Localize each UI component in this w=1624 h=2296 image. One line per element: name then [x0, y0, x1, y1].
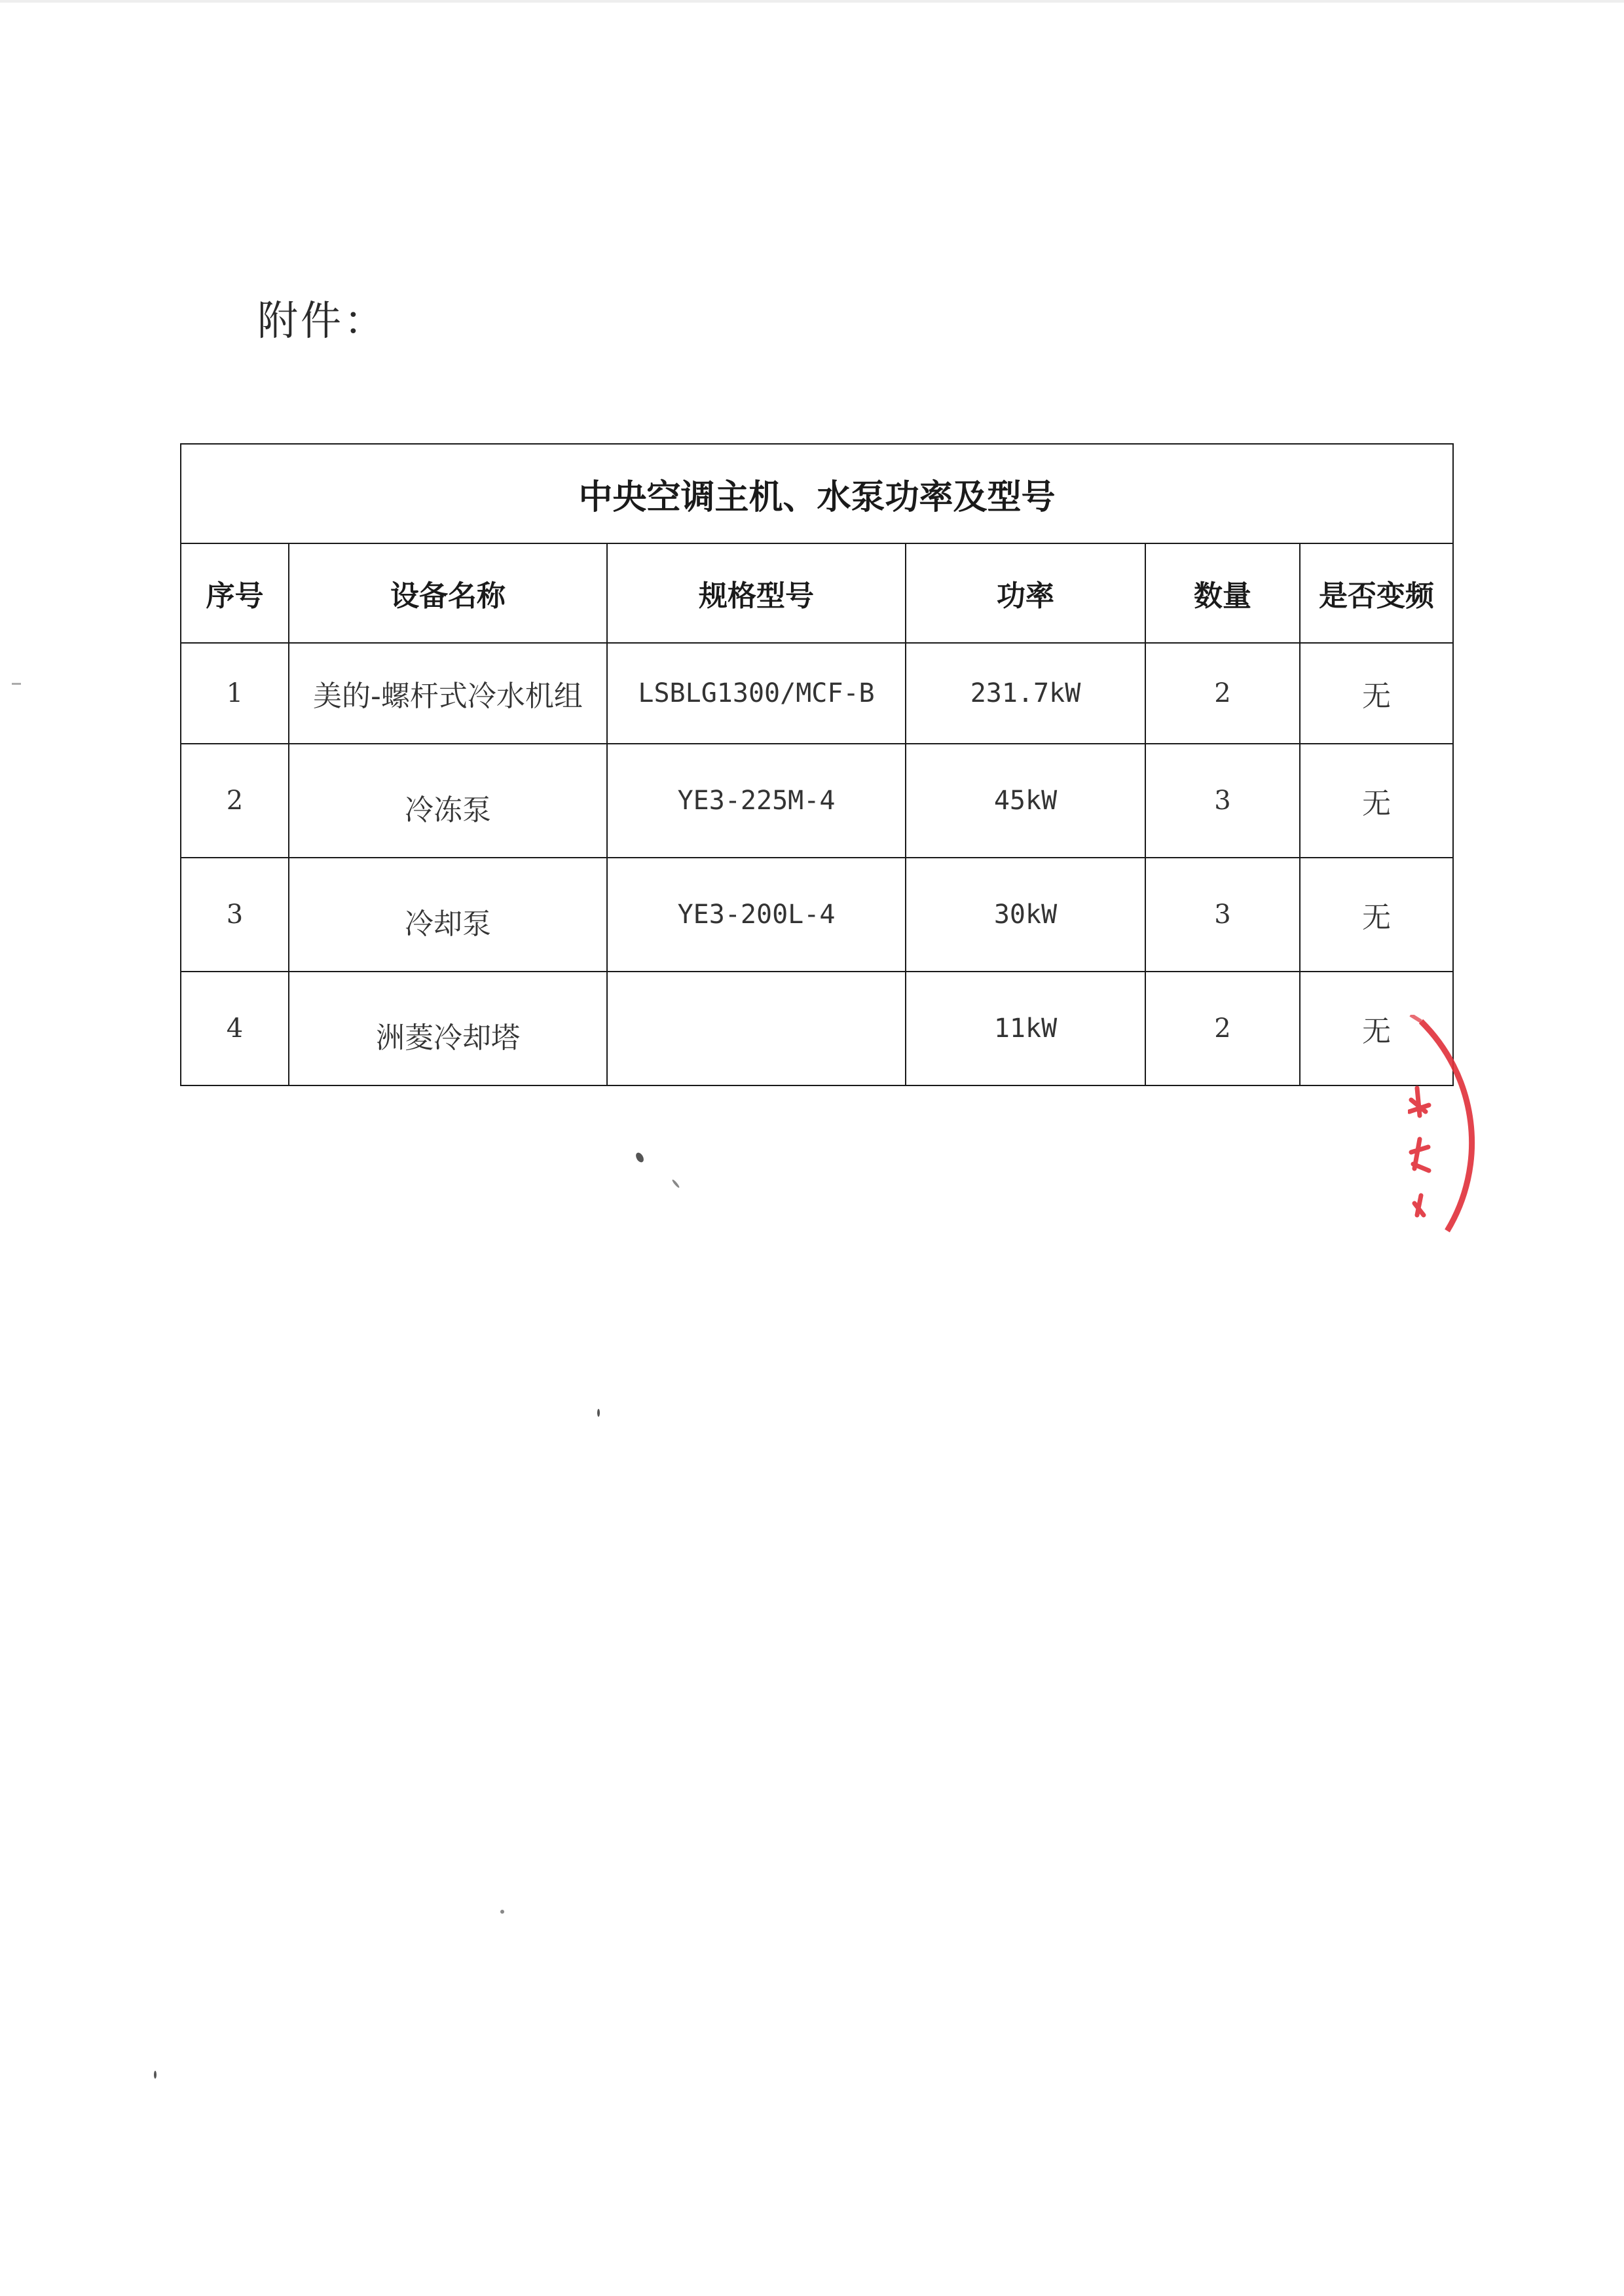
cell-power: 30kW	[906, 858, 1145, 972]
cell-model: YE3-200L-4	[607, 858, 906, 972]
cell-power: 11kW	[906, 972, 1145, 1085]
cell-power: 231.7kW	[906, 643, 1145, 744]
cell-no: 3	[181, 858, 289, 972]
cell-qty: 3	[1145, 858, 1300, 972]
cell-vfd: 无	[1300, 744, 1453, 858]
cell-name: 冷冻泵	[289, 744, 607, 858]
cell-qty: 3	[1145, 744, 1300, 858]
cell-model: LSBLG1300/MCF-B	[607, 643, 906, 744]
table-row	[181, 744, 1453, 858]
cell-no: 1	[181, 643, 289, 744]
cell-power: 45kW	[906, 744, 1145, 858]
cell-qty: 2	[1145, 643, 1300, 744]
cell-model: YE3-225M-4	[607, 744, 906, 858]
header-power: 功率	[906, 543, 1145, 643]
scan-speck	[500, 1910, 504, 1914]
cell-vfd: 无	[1300, 972, 1453, 1085]
attachment-label: 附件：	[257, 297, 388, 344]
cell-no: 4	[181, 972, 289, 1085]
scan-speck	[154, 2071, 157, 2079]
scan-speck	[597, 1409, 600, 1417]
cell-no: 2	[181, 744, 289, 858]
header-name: 设备名称	[289, 543, 607, 643]
scan-speck	[12, 683, 21, 685]
table-row	[181, 972, 1453, 1085]
header-model: 规格型号	[607, 543, 906, 643]
table-row	[181, 643, 1453, 744]
cell-name: 洲菱冷却塔	[289, 972, 607, 1085]
cell-name: 美的-螺杆式冷水机组	[289, 643, 607, 744]
cell-vfd: 无	[1300, 643, 1453, 744]
cell-qty: 2	[1145, 972, 1300, 1085]
header-no: 序号	[181, 543, 289, 643]
equipment-table	[180, 443, 1454, 1086]
company-seal	[1408, 1015, 1539, 1264]
header-qty: 数量	[1145, 543, 1300, 643]
table-title: 中央空调主机、水泵功率及型号	[181, 444, 1453, 543]
header-vfd: 是否变频	[1300, 543, 1453, 643]
table-row	[181, 858, 1453, 972]
seal-icon	[1408, 1015, 1539, 1264]
cell-vfd: 无	[1300, 858, 1453, 972]
cell-name: 冷却泵	[289, 858, 607, 972]
cell-model	[607, 972, 906, 1085]
